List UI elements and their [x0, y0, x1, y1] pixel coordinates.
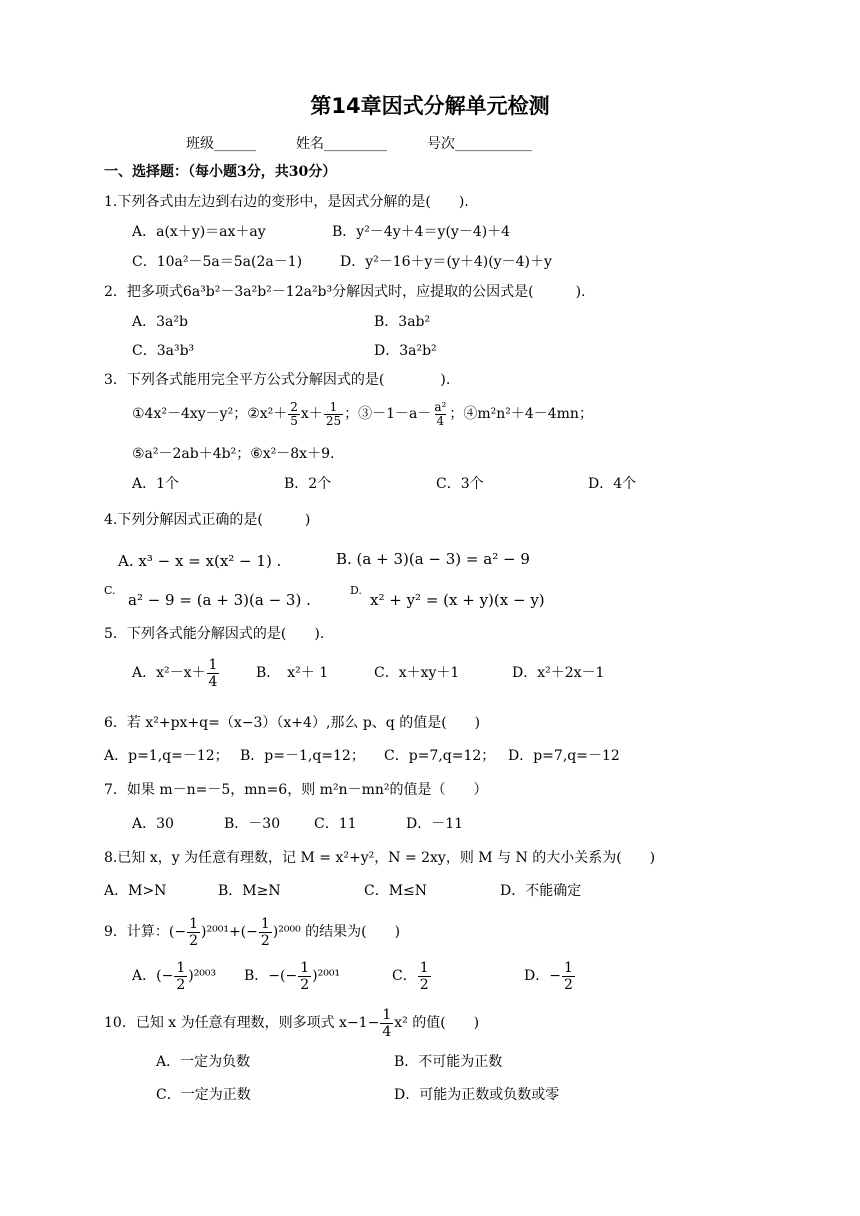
- q9-option-c[interactable]: C． $\frac{1}{2}$: [392, 959, 429, 993]
- q2-option-d[interactable]: D．3a²b²: [374, 343, 437, 359]
- question-6-stem: 6．若 x²+px+q=（x−3）（x+4）,那么 p、q 的值是( ): [104, 715, 481, 731]
- name-field[interactable]: 姓名_________: [296, 136, 387, 152]
- fraction-denominator: 2: [260, 932, 270, 949]
- q9-option-b[interactable]: B．−(− $\frac{1}{2}$ )²⁰⁰¹: [244, 959, 341, 993]
- fraction: [432, 401, 448, 428]
- fraction-numerator: 1: [419, 959, 429, 976]
- q3-option-c[interactable]: C．3个: [436, 476, 484, 492]
- fraction-numerator: 1: [208, 656, 218, 673]
- q10-option-a[interactable]: A．一定为负数: [156, 1054, 251, 1070]
- q4-option-a[interactable]: A. x³ − x = x(x² − 1) .: [118, 552, 282, 570]
- student-info-row: [186, 134, 532, 154]
- fraction: [187, 916, 200, 949]
- q8-option-d[interactable]: D．不能确定: [500, 883, 582, 899]
- question-9-stem: 9．计算：(− $\frac{1}{2}$ )²⁰⁰¹+(− $\frac{1}{2}$ )²⁰⁰⁰ 的结果为( ): [104, 915, 401, 949]
- fraction-denominator: 2: [300, 976, 310, 993]
- fraction-denominator: 2: [563, 976, 573, 993]
- fraction-denominator: 4: [208, 673, 218, 690]
- question-5-stem: 5．下列各式能分解因式的是( ).: [104, 626, 325, 642]
- q1-option-b[interactable]: B．y²－4y＋4＝y(y－4)＋4: [332, 224, 511, 240]
- fraction-numerator: 1: [189, 915, 199, 932]
- fraction-denominator: 4: [382, 1023, 392, 1040]
- fraction-numerator: 1: [329, 399, 338, 414]
- number-field[interactable]: 号次___________: [427, 136, 532, 152]
- q7-option-b[interactable]: B．－30: [224, 816, 281, 832]
- q3-expressions-line-1: ①4x²－4xy－y²；②x²＋ $\frac{2}{5}$ x＋ $\frac{1}{25}$ ；③－1－a－ $\frac{\text{a²}}{4}$ ；④m²n²＋4－4mn；: [132, 399, 593, 428]
- fraction: [174, 960, 187, 993]
- fraction-numerator: 1: [300, 959, 310, 976]
- fraction-denominator: 4: [436, 413, 445, 428]
- q9-option-a[interactable]: A．(− $\frac{1}{2}$ )²⁰⁰³: [132, 959, 217, 993]
- fraction-numerator: 1: [563, 959, 573, 976]
- q1-option-a[interactable]: A．a(x＋y)＝ax＋ay: [132, 224, 266, 240]
- fraction-numerator: 1: [176, 959, 186, 976]
- q6-option-b[interactable]: B．p=－1,q=12；: [240, 748, 365, 764]
- q1-option-c[interactable]: C．10a²－5a＝5a(2a－1): [132, 254, 303, 270]
- question-10-stem: 10．已知 x 为任意有理数，则多项式 x−1− $\frac{1}{4}$ x² 的值( ): [104, 1006, 480, 1040]
- fraction-numerator: 1: [260, 915, 270, 932]
- question-8-stem: 8.已知 x，y 为任意有理数，记 M = x²+y²，N = 2xy，则 M 与 N 的大小关系为( ): [104, 850, 656, 866]
- q7-option-a[interactable]: A．30: [132, 816, 174, 832]
- q4-option-b[interactable]: B. (a + 3)(a − 3) = a² − 9: [336, 550, 530, 568]
- question-3-stem: 3．下列各式能用完全平方公式分解因式的是( ).: [104, 372, 451, 388]
- q7-option-d[interactable]: D．－11: [406, 816, 464, 832]
- fraction-denominator: 25: [325, 413, 342, 428]
- q3-option-a[interactable]: A．1个: [132, 476, 180, 492]
- fraction: [259, 916, 272, 949]
- q2-option-c[interactable]: C．3a³b³: [132, 343, 195, 359]
- q3-option-d[interactable]: D．4个: [588, 476, 637, 492]
- fraction: [298, 960, 311, 993]
- q2-option-b[interactable]: B．3ab²: [374, 314, 431, 330]
- question-1-stem: 1.下列各式由左边到右边的变形中，是因式分解的是( ).: [104, 194, 469, 210]
- fraction-numerator: a²: [434, 399, 447, 414]
- fraction: [562, 960, 575, 993]
- fraction: [207, 657, 220, 690]
- fraction-denominator: 2: [189, 932, 199, 949]
- fraction-numerator: 1: [382, 1006, 392, 1023]
- section-heading: 一、选择题：（每小题3分，共30分）: [104, 164, 337, 180]
- q4-option-d[interactable]: x² + y² = (x + y)(x − y): [370, 591, 545, 609]
- q5-option-a[interactable]: A．x²－x＋ $\frac{1}{4}$: [132, 656, 218, 690]
- q3-expressions-line-2: ⑤a²－2ab＋4b²；⑥x²－8x＋9.: [132, 446, 335, 462]
- page-title: 第14章因式分解单元检测: [310, 94, 550, 118]
- q5-option-b[interactable]: B． x²＋ 1: [256, 665, 329, 681]
- q1-option-d[interactable]: D．y²－16＋y＝(y＋4)(y－4)＋y: [340, 254, 552, 270]
- fraction-numerator: 2: [290, 399, 298, 414]
- class-field[interactable]: 班级______: [186, 136, 256, 152]
- q7-option-c[interactable]: C．11: [314, 816, 357, 832]
- q4-option-c[interactable]: a² − 9 = (a + 3)(a − 3) .: [128, 591, 311, 609]
- q8-option-b[interactable]: B．M≥N: [218, 883, 281, 899]
- q6-option-d[interactable]: D．p=7,q=－12: [508, 748, 620, 764]
- q8-option-c[interactable]: C．M≤N: [364, 883, 428, 899]
- q8-option-a[interactable]: A．M>N: [104, 883, 167, 899]
- fraction-denominator: 5: [290, 413, 298, 428]
- q10-option-c[interactable]: C．一定为正数: [156, 1087, 251, 1103]
- q6-option-c[interactable]: C．p=7,q=12；: [384, 748, 496, 764]
- q6-option-a[interactable]: A．p=1,q=－12；: [104, 748, 229, 764]
- q9-option-d[interactable]: D．− $\frac{1}{2}$: [524, 959, 573, 993]
- question-7-stem: 7．如果 m－n=－5，mn=6，则 m²n－mn²的值是（ ）: [104, 782, 488, 798]
- q4-option-d-label: D.: [350, 584, 362, 597]
- fraction: [324, 401, 343, 428]
- q5-option-d[interactable]: D．x²＋2x－1: [512, 665, 605, 681]
- q2-option-a[interactable]: A．3a²b: [132, 314, 188, 330]
- question-4-stem: 4.下列分解因式正确的是( ): [104, 512, 311, 528]
- fraction-denominator: 2: [176, 976, 186, 993]
- q3-option-b[interactable]: B．2个: [284, 476, 332, 492]
- fraction: [288, 401, 300, 428]
- question-2-stem: 2．把多项式6a³b²－3a²b²－12a²b³分解因式时，应提取的公因式是( ).: [104, 284, 586, 300]
- q10-option-d[interactable]: D．可能为正数或负数或零: [394, 1087, 560, 1103]
- fraction-denominator: 2: [419, 976, 429, 993]
- q10-option-b[interactable]: B．不可能为正数: [394, 1054, 503, 1070]
- q4-option-c-label: C.: [104, 584, 116, 597]
- q5-option-c[interactable]: C．x＋xy＋1: [374, 665, 460, 681]
- fraction: [418, 960, 431, 993]
- fraction: [380, 1007, 393, 1040]
